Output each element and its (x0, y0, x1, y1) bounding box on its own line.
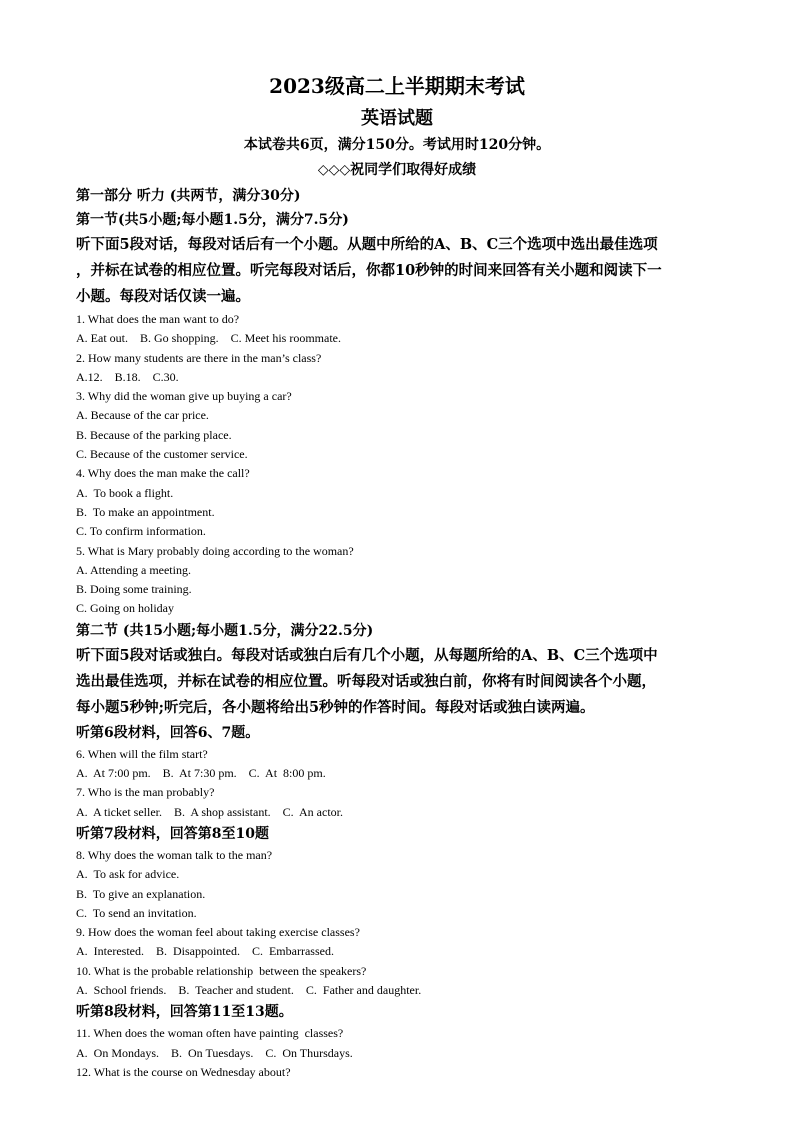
question-10-options: A. School friends. B. Teacher and student. C. Father and daughter. (76, 983, 422, 998)
question-1-options: A. Eat out. B. Go shopping. C. Meet his roommate. (76, 331, 341, 346)
question-8-option-c: C. To send an invitation. (76, 905, 197, 920)
question-9-options: A. Interested. B. Disappointed. C. Embarrassed. (76, 944, 334, 959)
material-7-heading: 听第7段材料，回答第8至10题 (76, 825, 269, 842)
question-3-option-b: B. Because of the parking place. (76, 427, 232, 442)
question-4-option-a: A. To book a flight. (76, 485, 174, 500)
section1-instructions (76, 232, 726, 310)
question-3-option-c: C. Because of the customer service. (76, 447, 248, 462)
question-4-option-c: C. To confirm information. (76, 524, 206, 539)
instruction-line: ，并标在试卷的相应位置。听完每段对话后，你都10秒钟的时间来回答有关小题和阅读下一 (76, 262, 662, 279)
instruction-line: 小题。每段对话仅读一遍。 (76, 288, 250, 305)
exam-subtitle: 英语试题 (361, 108, 433, 129)
question-3-stem: 3. Why did the woman give up buying a car? (76, 389, 292, 404)
material-6-heading: 听第6段材料，回答6、7题。 (76, 724, 260, 741)
instruction-line: 听下面5段对话或独白。每段对话或独白后有几个小题，从每题所给的A、B、C三个选项中 (76, 646, 658, 664)
question-5-stem: 5. What is Mary probably doing according to the woman? (76, 543, 354, 558)
section2-instructions (76, 643, 726, 721)
question-4-stem: 4. Why does the man make the call? (76, 466, 250, 481)
section1-heading: 第一节(共5小题;每小题1.5分，满分7.5分) (76, 212, 349, 228)
question-12-stem: 12. What is the course on Wednesday about? (76, 1064, 291, 1079)
exam-note: 本试卷共6页，满分150分。考试用时120分钟。 (243, 137, 551, 153)
question-5-option-c: C. Going on holiday (76, 601, 174, 616)
instruction-line: 选出最佳选项，并标在试卷的相应位置。听每段对话或独白前，你将有时间阅读各个小题， (76, 672, 656, 690)
question-8-stem: 8. Why does the woman talk to the man? (76, 847, 273, 862)
question-3-option-a: A. Because of the car price. (76, 408, 209, 423)
question-10-stem: 10. What is the probable relationship between the speakers? (76, 963, 367, 978)
question-6-options: A. At 7:00 pm. B. At 7:30 pm. C. At 8:00 pm. (76, 766, 326, 781)
question-7-stem: 7. Who is the man probably? (76, 785, 215, 800)
part1-heading: 第一部分 听力 (共两节，满分30分) (76, 188, 301, 204)
exam-wish: ◇◇◇祝同学们取得好成绩 (317, 162, 477, 178)
question-1-stem: 1. What does the man want to do? (76, 312, 240, 326)
question-2-options: A.12. B.18. C.30. (76, 369, 179, 384)
question-8-option-b: B. To give an explanation. (76, 886, 206, 901)
instruction-line: 听下面5段对话，每段对话后有一个小题。从题中所给的A、B、C三个选项中选出最佳选项 (76, 236, 658, 253)
question-2-stem: 2. How many students are there in the man’s class? (76, 350, 322, 365)
question-11-options: A. On Mondays. B. On Tuesdays. C. On Thursdays. (76, 1045, 353, 1060)
question-7-options: A. A ticket seller. B. A shop assistant. C. An actor. (76, 804, 343, 819)
exam-content (76, 184, 726, 1082)
section2-heading: 第二节 (共15小题;每小题1.5分，满分22.5分) (76, 622, 374, 639)
instruction-line: 每小题5秒钟;听完后，各小题将给出5秒钟的作答时间。每段对话或独白读两遍。 (76, 698, 595, 716)
question-5-option-b: B. Doing some training. (76, 582, 192, 597)
exam-title: 2023级高二上半期期末考试 (269, 74, 525, 98)
question-5-option-a: A. Attending a meeting. (76, 562, 191, 577)
question-4-option-b: B. To make an appointment. (76, 504, 215, 519)
material-8-heading: 听第8段材料，回答第11至13题。 (76, 1004, 293, 1021)
question-6-stem: 6. When will the film start? (76, 746, 208, 761)
question-9-stem: 9. How does the woman feel about taking exercise classes? (76, 925, 360, 940)
question-8-option-a: A. To ask for advice. (76, 867, 180, 882)
question-11-stem: 11. When does the woman often have painting classes? (76, 1026, 344, 1041)
